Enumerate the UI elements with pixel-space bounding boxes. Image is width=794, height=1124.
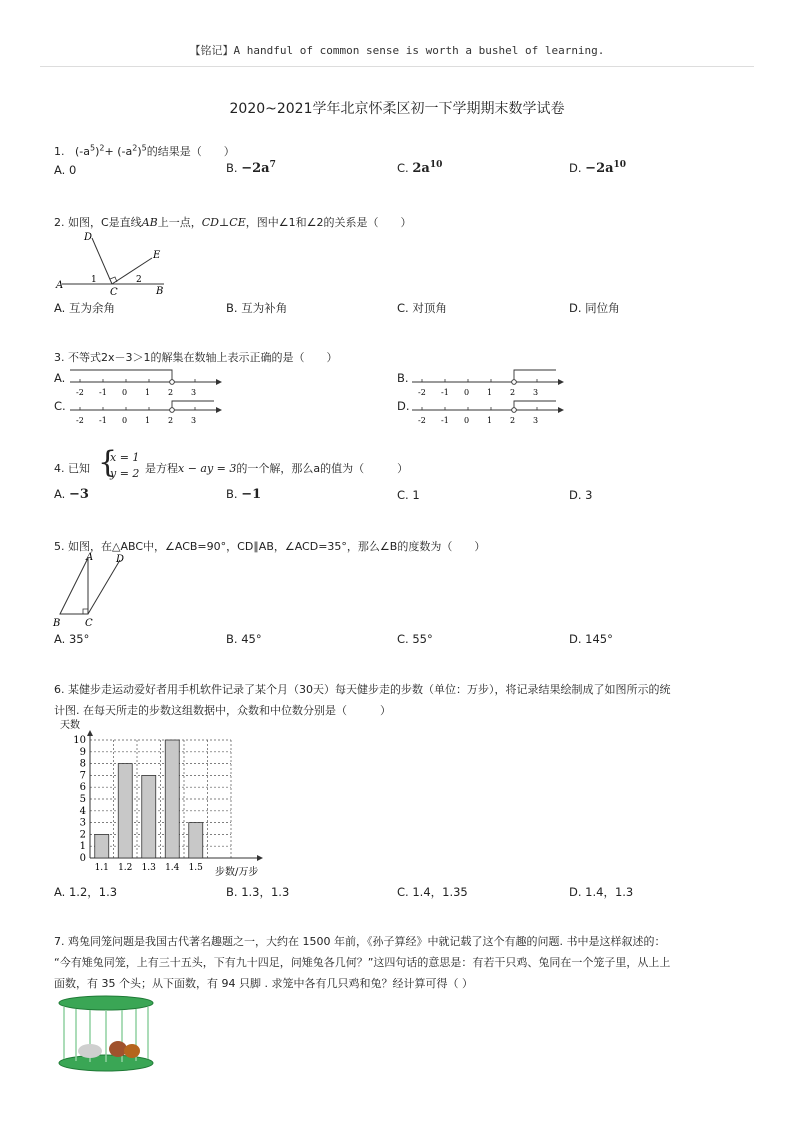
tick-label: -2 (76, 416, 84, 425)
question-6-line-2: 计图. 在每天所走的步数这组数据中，众数和中位数分别是（ ） (54, 704, 391, 717)
option-letter: C. (397, 160, 409, 175)
q2-math: AB (141, 216, 158, 229)
segment-cd (88, 560, 120, 614)
q3-option-d-label[interactable]: D. (397, 399, 410, 413)
option-letter: B. (226, 487, 238, 501)
tick-label: -2 (418, 416, 426, 425)
solution-ray (514, 370, 556, 382)
q1-exp: 5 (141, 143, 147, 153)
q4-option-b[interactable] (226, 487, 261, 502)
question-4-stem: 4. 已知 (54, 462, 90, 475)
option-letter: B. (226, 160, 238, 175)
question-7-line-2: “今有雉兔同笼，上有三十五头，下有九十四足，问雉兔各几何？”这四句话的意思是：有若干只鸡、兔同在一个笼子里，从上上 (54, 956, 671, 969)
endpoint-circle (170, 380, 175, 385)
label-a: A (56, 280, 64, 291)
label-b: B (53, 618, 61, 629)
header-divider (40, 66, 754, 67)
page-title: 2020~2021学年北京怀柔区初一下学期期末数学试卷 (229, 101, 565, 117)
label-c: C (85, 618, 93, 629)
q1-exp: 2 (99, 143, 105, 153)
tick-label: -1 (441, 388, 449, 397)
tick-label: 0 (122, 416, 128, 425)
q3-option-c-label[interactable]: C. (54, 399, 66, 413)
label-a: A (86, 552, 94, 563)
q1-option-a[interactable]: A. 0 (54, 163, 77, 177)
q2-option-c[interactable]: C. 对顶角 (397, 301, 447, 315)
header-motto: 【铭记】A handful of common sense is worth a bushel of learning. (189, 44, 605, 57)
endpoint-circle (512, 380, 517, 385)
label-e: E (153, 250, 161, 261)
tick-label: 3 (533, 416, 539, 425)
option-exp: 10 (613, 160, 627, 170)
bar-1.2 (118, 764, 132, 858)
q1-expr-part: + (-a (104, 145, 133, 158)
q4-stem-rest (145, 460, 408, 476)
q1-number: 1. (54, 145, 65, 158)
option-value: 2a (412, 160, 430, 176)
triangle-abc (60, 558, 88, 614)
label-angle-2: 2 (136, 275, 142, 285)
axis-arrow (558, 407, 564, 413)
x-tick-label: 1.1 (94, 863, 109, 873)
chicken-icon (124, 1044, 140, 1058)
y-tick-label: 6 (79, 782, 86, 794)
q2-figure (54, 228, 174, 298)
question-5-stem: 5. 如图，在△ABC中，∠ACB=90°，CD∥AB，∠ACD=35°，那么∠B的度数为（ ） (54, 540, 486, 553)
q1-option-b[interactable] (226, 160, 276, 176)
q2-option-b[interactable]: B. 互为补角 (226, 301, 288, 315)
option-exp: 10 (429, 160, 443, 170)
axis-arrow (558, 379, 564, 385)
label-c: C (110, 287, 118, 298)
q2-option-d[interactable]: D. 同位角 (569, 301, 620, 315)
q6-option-b[interactable]: B. 1.3，1.3 (226, 885, 290, 899)
y-tick-label: 1 (79, 841, 86, 853)
q2-text: 2. 如图，C是直线 (54, 216, 142, 229)
right-angle-mark (83, 609, 88, 614)
q5-option-d[interactable]: D. 145° (569, 632, 613, 646)
x-tick-label: 1.5 (188, 863, 203, 873)
q4-eq1: x = 1 (110, 451, 140, 464)
q6-option-a[interactable]: A. 1.2，1.3 (54, 885, 118, 899)
tick-label: 2 (168, 388, 174, 397)
q5-option-b[interactable]: B. 45° (226, 632, 262, 646)
tick-label: 2 (168, 416, 174, 425)
bar-1.3 (142, 775, 156, 858)
tick-label: 3 (533, 388, 539, 397)
tick-label: 2 (510, 388, 516, 397)
q5-option-a[interactable]: A. 35° (54, 632, 90, 646)
tick-label: 1 (145, 388, 151, 397)
q2-text: ，图中∠1和∠2的关系是（ ） (245, 216, 412, 229)
question-7-line-3: 面数，有 35 个头；从下面数，有 94 只脚 . 求笼中各有几只鸡和兔？经计算可得（ ） (54, 977, 473, 990)
q4-text: 的一个解，那么a的值为（ ） (236, 462, 409, 475)
q1-exp: 2 (132, 143, 138, 153)
q1-option-c[interactable] (397, 160, 442, 176)
q6-option-c[interactable]: C. 1.4，1.35 (397, 885, 468, 899)
q4-option-a[interactable] (54, 487, 89, 502)
tick-label: -2 (76, 388, 84, 397)
axis-arrow (216, 407, 222, 413)
x-tick-label: 1.4 (165, 863, 180, 873)
label-angle-1: 1 (91, 275, 97, 285)
tick-label: -1 (99, 416, 107, 425)
axis-arrow (216, 379, 222, 385)
y-tick-label: 5 (79, 794, 86, 805)
q1-option-d[interactable] (569, 160, 626, 176)
x-tick-label: 1.2 (118, 863, 133, 873)
solution-ray (172, 401, 214, 410)
y-tick-label: 10 (73, 735, 86, 746)
x-tick-label: 1.3 (141, 863, 156, 873)
tick-label: 1 (487, 388, 493, 397)
q7-cage-illustration (54, 993, 158, 1077)
label-d: D (84, 232, 93, 243)
q4-option-c[interactable]: C. 1 (397, 488, 420, 502)
option-value: −3 (68, 487, 89, 502)
option-value: −2a (585, 160, 614, 176)
bar-1.1 (95, 834, 109, 858)
q2-math: CD⊥CE (201, 216, 246, 229)
tick-label: 0 (464, 416, 470, 425)
option-value: −1 (241, 487, 262, 502)
q1-tail: 的结果是（ ） (146, 145, 235, 158)
option-letter: A. (54, 487, 66, 501)
tick-label: 3 (191, 388, 197, 397)
y-tick-label: 0 (79, 853, 86, 864)
tick-label: 0 (122, 388, 128, 397)
q2-option-a[interactable]: A. 互为余角 (54, 301, 115, 315)
q3-numberline-c[interactable] (66, 392, 226, 426)
question-3-stem: 3. 不等式2x－3＞1的解集在数轴上表示正确的是（ ） (54, 351, 338, 364)
bar-1.5 (189, 823, 203, 858)
q1-expr-part: ) (95, 145, 100, 158)
q3-numberline-d[interactable] (408, 392, 568, 426)
x-axis-label: 步数/万步 (215, 867, 259, 878)
option-letter: D. (569, 160, 582, 175)
q5-option-c[interactable]: C. 55° (397, 632, 433, 646)
tick-label: -2 (418, 388, 426, 397)
ray-ce (112, 258, 152, 284)
y-tick-label: 4 (79, 805, 86, 817)
rabbit-icon (78, 1044, 102, 1058)
label-d: D (116, 554, 125, 565)
tick-label: 3 (191, 416, 197, 425)
tick-label: -1 (99, 388, 107, 397)
cage-top (59, 996, 153, 1010)
x-axis-arrow (257, 855, 263, 861)
solution-ray (514, 401, 556, 410)
y-tick-label: 8 (79, 758, 86, 770)
question-6-line-1: 6. 某健步走运动爱好者用手机软件记录了某个月（30天）每天健步走的步数（单位：万步），将记录结果绘制成了如图所示的统 (54, 683, 671, 696)
endpoint-circle (512, 408, 517, 413)
q4-equation: x − ay = 3 (178, 462, 237, 475)
q2-text: 上一点， (157, 216, 202, 229)
y-tick-label: 7 (79, 770, 86, 782)
q6-option-d[interactable]: D. 1.4，1.3 (569, 885, 634, 899)
q3-option-b-label[interactable]: B. (397, 371, 409, 385)
tick-label: 0 (464, 388, 470, 397)
q6-bar-chart (54, 716, 284, 878)
q4-option-d[interactable]: D. 3 (569, 488, 593, 502)
tick-label: 2 (510, 416, 516, 425)
q1-expr-part: (-a (75, 145, 91, 158)
q5-figure (52, 552, 132, 630)
option-value: −2a (241, 160, 270, 176)
y-axis-label: 天数 (60, 720, 80, 731)
y-tick-label: 3 (79, 817, 86, 829)
tick-label: 1 (487, 416, 493, 425)
solution-ray (70, 370, 172, 382)
q3-option-a-label[interactable]: A. (54, 371, 66, 385)
bar-1.4 (165, 740, 179, 858)
q1-exp: 5 (90, 143, 96, 153)
tick-label: 1 (145, 416, 151, 425)
option-exp: 7 (269, 160, 276, 170)
question-7-line-1: 7. 鸡兔同笼问题是我国古代著名趣题之一，大约在 1500 年前，《孙子算经》中就记载了这个有趣的问题. 书中是这样叙述的： (54, 935, 666, 948)
tick-label: -1 (441, 416, 449, 425)
q1-expr-part: ) (137, 145, 142, 158)
q4-text: 是方程 (145, 462, 178, 475)
y-axis-arrow (87, 730, 93, 736)
label-b: B (156, 286, 164, 297)
chicken-icon (109, 1041, 127, 1057)
y-tick-label: 2 (79, 829, 86, 841)
q4-eq2: y = 2 (110, 467, 140, 480)
q4-brace: { (98, 445, 118, 480)
y-tick-label: 9 (79, 746, 86, 758)
endpoint-circle (170, 408, 175, 413)
question-1-stem (54, 143, 235, 159)
